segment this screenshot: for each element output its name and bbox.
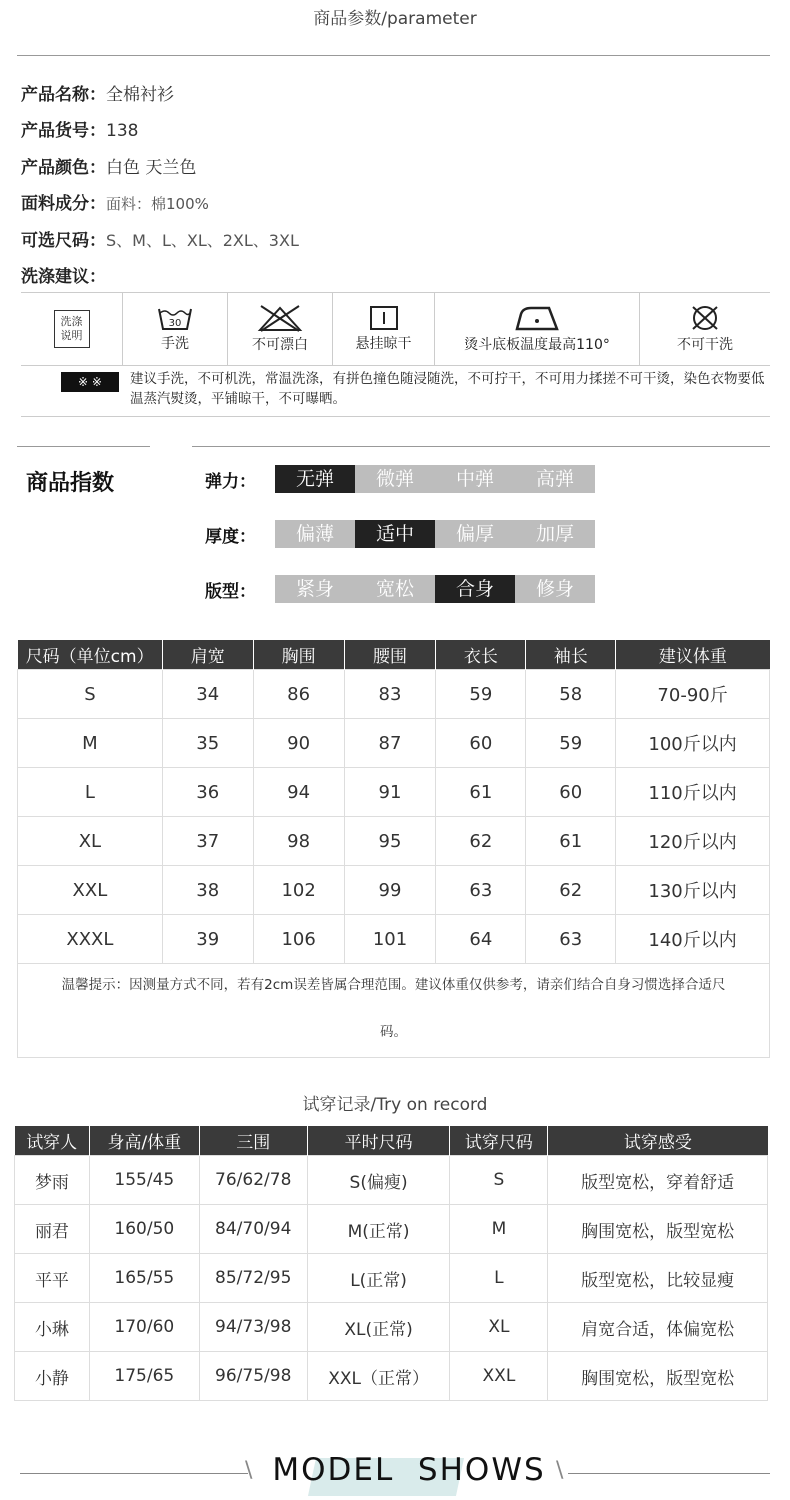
divider (17, 446, 150, 447)
size-table (17, 640, 770, 964)
wash-cell-iron (435, 293, 640, 365)
param-name: 产品名称：全棉衬衫 (21, 85, 174, 105)
column-header: 三围 (199, 1126, 307, 1156)
wash-cell-dryclean (640, 293, 770, 365)
note-badge: ※ ※ (61, 372, 119, 392)
index-option: 偏薄 (275, 520, 355, 548)
column-header: 试穿人 (15, 1126, 90, 1156)
index-option: 无弹 (275, 465, 355, 493)
index-option: 紧身 (275, 575, 355, 603)
index-option: 偏厚 (435, 520, 515, 548)
param-fabric: 面料成分：面料：棉100% (21, 194, 209, 214)
index-options-elasticity (275, 465, 595, 493)
table-row: 小琳 170/60 94/73/98 XL(正常) XL 肩宽合适，体偏宽松 (15, 1303, 768, 1352)
wash-label-bleach: 不可漂白 (252, 337, 308, 353)
table-row: 丽君 160/50 84/70/94 M(正常) M 胸围宽松，版型宽松 (15, 1205, 768, 1254)
index-label-elasticity: 弹力： (205, 472, 256, 492)
size-note: 温馨提示：因测量方式不同，若有2cm误差皆属合理范围。建议体重仅供参考，请亲们结合自身习惯选择合适尺 码。 (17, 962, 770, 1058)
table-row: S 34 86 83 59 58 70-90斤 (18, 670, 770, 719)
try-on-table (14, 1126, 768, 1401)
try-on-header (15, 1126, 768, 1156)
column-header: 肩宽 (162, 640, 253, 670)
index-option: 加厚 (515, 520, 595, 548)
column-header: 胸围 (253, 640, 344, 670)
wash-label-dryclean: 不可干洗 (677, 337, 733, 353)
divider (20, 1473, 248, 1474)
param-color: 产品颜色：白色 天兰色 (21, 158, 197, 178)
slash-decoration: \ (245, 1458, 253, 1483)
index-label-thickness: 厚度： (205, 527, 256, 547)
column-header: 试穿尺码 (450, 1126, 548, 1156)
no-bleach-icon (255, 304, 305, 332)
param-sku: 产品货号：138 (21, 121, 139, 141)
column-header: 袖长 (526, 640, 616, 670)
wash-cell-bleach (228, 293, 333, 365)
index-option: 宽松 (355, 575, 435, 603)
table-row: XL 37 98 95 62 61 120斤以内 (18, 817, 770, 866)
index-option: 高弹 (515, 465, 595, 493)
index-label-fit: 版型： (205, 582, 256, 602)
wash-legend-icon: 洗涤说明 (54, 310, 90, 348)
svg-text:30: 30 (168, 318, 182, 329)
divider (17, 55, 770, 56)
table-row: L 36 94 91 61 60 110斤以内 (18, 768, 770, 817)
hang-dry-icon (369, 305, 399, 331)
section-title-try-on: 试穿记录/Try on record (302, 1095, 488, 1115)
no-dry-clean-icon (689, 304, 721, 332)
column-header: 平时尺码 (307, 1126, 450, 1156)
divider (568, 1473, 770, 1474)
column-header: 身高/体重 (89, 1126, 199, 1156)
column-header: 建议体重 (616, 640, 770, 670)
wash-legend-cell (21, 293, 123, 365)
table-row: XXL 38 102 99 63 62 130斤以内 (18, 866, 770, 915)
model-shows-title: MODEL SHOWS (272, 1452, 546, 1488)
index-options-fit (275, 575, 595, 603)
index-options-thickness (275, 520, 595, 548)
wash-advice: 建议手洗，不可机洗，常温洗涤，有拼色撞色随浸随洗，不可拧干，不可用力揉搓不可干烫，染色衣物要低温蒸汽熨烫，平铺晾干，不可曝晒。 (130, 371, 765, 407)
table-row: XXXL 39 106 101 64 63 140斤以内 (18, 915, 770, 964)
table-row: 小静 175/65 96/75/98 XXL（正常） XXL 胸围宽松，版型宽松 (15, 1352, 768, 1401)
index-option: 合身 (435, 575, 515, 603)
column-header: 腰围 (344, 640, 436, 670)
wash-label-hand: 手洗 (161, 336, 189, 352)
table-row: M 35 90 87 60 59 100斤以内 (18, 719, 770, 768)
divider (192, 446, 770, 447)
wash-cell-hang (333, 293, 435, 365)
section-title-parameter: 商品参数/parameter (313, 9, 477, 29)
index-title: 商品指数 (26, 471, 115, 496)
wash-label-hang: 悬挂晾干 (355, 336, 412, 352)
wash-instructions (21, 292, 770, 416)
iron-icon (513, 304, 561, 332)
table-row: 平平 165/55 85/72/95 L(正常) L 版型宽松，比较显瘦 (15, 1254, 768, 1303)
table-row: 梦雨 155/45 76/62/78 S(偏瘦) S 版型宽松，穿着舒适 (15, 1156, 768, 1205)
column-header: 试穿感受 (548, 1126, 768, 1156)
wash-label-iron: 烫斗底板温度最高110° (464, 337, 610, 353)
param-sizes: 可选尺码：S、M、L、XL、2XL、3XL (21, 231, 299, 251)
slash-decoration: \ (556, 1458, 564, 1483)
hand-wash-icon (157, 305, 193, 331)
column-header: 尺码（单位cm） (18, 640, 163, 670)
index-option: 适中 (355, 520, 435, 548)
column-header: 衣长 (436, 640, 526, 670)
wash-cell-hand (123, 293, 228, 365)
index-option: 微弹 (355, 465, 435, 493)
index-option: 中弹 (435, 465, 515, 493)
size-table-header (18, 640, 770, 670)
param-wash: 洗涤建议： (21, 267, 106, 287)
index-option: 修身 (515, 575, 595, 603)
